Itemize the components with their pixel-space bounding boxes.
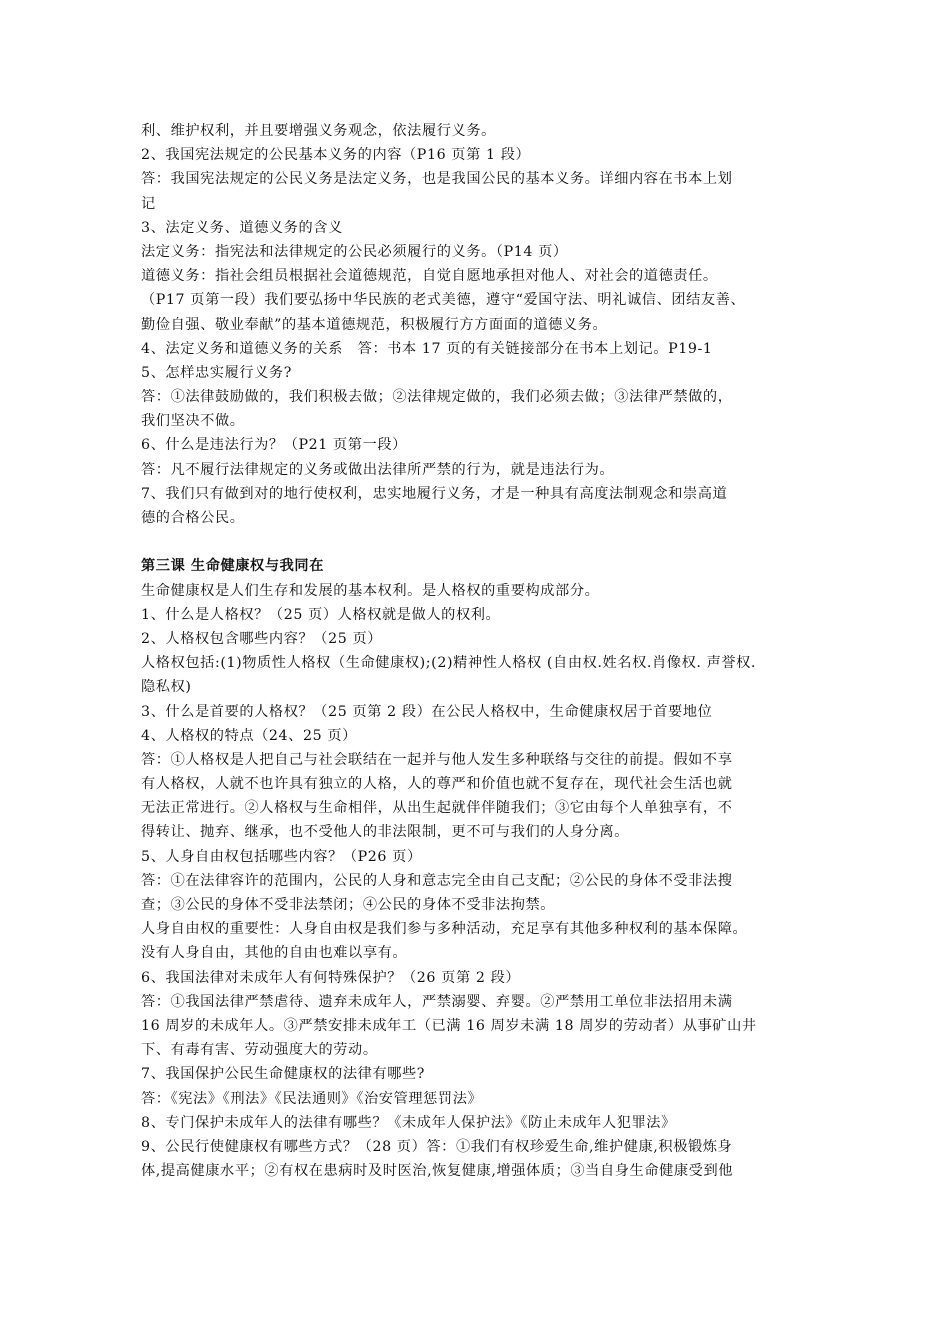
text-line: 4、人格权的特点（24、25 页）	[141, 727, 357, 744]
document-page	[141, 119, 831, 1183]
text-line: 无法正常进行。②人格权与生命相伴，从出生起就伴伴随我们；③它由每个人单独享有，不	[141, 800, 733, 817]
text-line: 16 周岁的未成年人。③严禁安排未成年工（已满 16 周岁未满 18 周岁的劳动者）从事矿山井	[141, 1017, 757, 1034]
text-line: 答：《宪法》《刑法》《民法通则》《治安管理惩罚法》	[141, 1090, 483, 1107]
document-section-rights-duties	[141, 119, 831, 530]
text-line: 下、有毒有害、劳动强度大的劳动。	[141, 1042, 378, 1059]
section-gap	[141, 530, 831, 554]
text-line: 生命健康权是人们生存和发展的基本权利。是人格权的重要构成部分。	[141, 582, 600, 599]
document-section-life-health-rights	[141, 579, 831, 1184]
text-line: 9、公民行使健康权有哪些方式？（28 页）答：①我们有权珍爱生命,维护健康,积极锻炼身	[141, 1138, 733, 1155]
text-line: 法定义务：指宪法和法律规定的公民必须履行的义务。（P14 页）	[141, 243, 568, 260]
text-line: 5、人身自由权包括哪些内容？（P26 页）	[141, 848, 422, 865]
text-line: 答：①人格权是人把自己与社会联结在一起并与他人发生多种联络与交往的前提。假如不享	[141, 751, 733, 768]
text-line: 隐私权)	[141, 679, 192, 696]
text-line: 2、人格权包含哪些内容？（25 页）	[141, 630, 383, 647]
text-line: 有人格权，人就不也许具有独立的人格，人的尊严和价值也就不复存在，现代社会生活也就	[141, 776, 733, 793]
text-line: 5、怎样忠实履行义务?	[141, 364, 292, 381]
text-line: 3、什么是首要的人格权？（25 页第 2 段）在公民人格权中，生命健康权居于首要地位	[141, 703, 713, 720]
text-line: 1、什么是人格权？（25 页）人格权就是做人的权利。	[141, 606, 501, 623]
text-line: 答：①法律鼓励做的，我们积极去做；②法律规定做的，我们必须去做；③法律严禁做的，	[141, 389, 733, 406]
text-line: 6、什么是违法行为？（P21 页第一段）	[141, 437, 407, 454]
text-line: 答：凡不履行法律规定的义务或做出法律所严禁的行为，就是违法行为。	[141, 461, 615, 478]
text-line: 8、专门保护未成年人的法律有哪些？《未成年人保护法》《防止未成年人犯罪法》	[141, 1114, 676, 1131]
text-line: 2、我国宪法规定的公民基本义务的内容（P16 页第 1 段）	[141, 147, 531, 164]
text-line: 4、法定义务和道德义务的关系 答：书本 17 页的有关链接部分在书本上划记。P19-1	[141, 340, 713, 357]
text-line: 道德义务：指社会组员根据社会道德规范，自觉自愿地承担对他人、对社会的道德责任。	[141, 268, 718, 285]
text-line: 我们坚决不做。	[141, 413, 245, 430]
text-line: 人格权包括:(1)物质性人格权（生命健康权);(2)精神性人格权 (自由权.姓名权.肖像权. 声誉权.	[141, 655, 757, 672]
text-line: 查；③公民的身体不受非法禁闭；④公民的身体不受非法拘禁。	[141, 897, 556, 913]
text-line: 答：我国宪法规定的公民义务是法定义务，也是我国公民的基本义务。详细内容在书本上划	[141, 171, 733, 188]
text-line: 人身自由权的重要性：人身自由权是我们参与多种活动，充足享有其他多种权利的基本保障。	[141, 921, 748, 938]
text-line: 利、维护权利，并且要增强义务观念，依法履行义务。	[141, 123, 496, 139]
text-line: 答：①我国法律严禁虐待、遗弃未成年人，严禁溺婴、弃婴。②严禁用工单位非法招用未满	[141, 993, 733, 1010]
text-line: 德的合格公民。	[141, 510, 245, 526]
text-line: 7、我国保护公民生命健康权的法律有哪些?	[141, 1066, 426, 1083]
text-line: 记	[141, 195, 156, 212]
text-line: 7、我们只有做到对的地行使权利，忠实地履行义务，才是一种具有高度法制观念和崇高道	[141, 485, 728, 502]
text-line: 3、法定义务、道德义务的含义	[141, 219, 343, 236]
text-line: 6、我国法律对未成年人有何特殊保护？（26 页第 2 段）	[141, 969, 521, 986]
lesson-heading: 第三课 生命健康权与我同在	[141, 558, 324, 575]
text-line: 答：①在法律容许的范围内，公民的人身和意志完全由自己支配；②公民的身体不受非法搜	[141, 872, 733, 889]
text-line: （P17 页第一段）我们要弘扬中华民族的老式美德，遵守“爱国守法、明礼诚信、团结友善、	[141, 292, 746, 309]
text-line: 没有人身自由，其他的自由也难以享有。	[141, 945, 408, 962]
text-line: 勤俭自强、敬业奉献”的基本道德规范，积极履行方方面面的道德义务。	[141, 316, 608, 333]
text-line: 体,提高健康水平；②有权在患病时及时医治,恢复健康,增强体质；③当自身生命健康受到他	[141, 1163, 734, 1180]
text-line: 得转让、抛弃、继承，也不受他人的非法限制，更不可与我们的人身分离。	[141, 824, 629, 841]
